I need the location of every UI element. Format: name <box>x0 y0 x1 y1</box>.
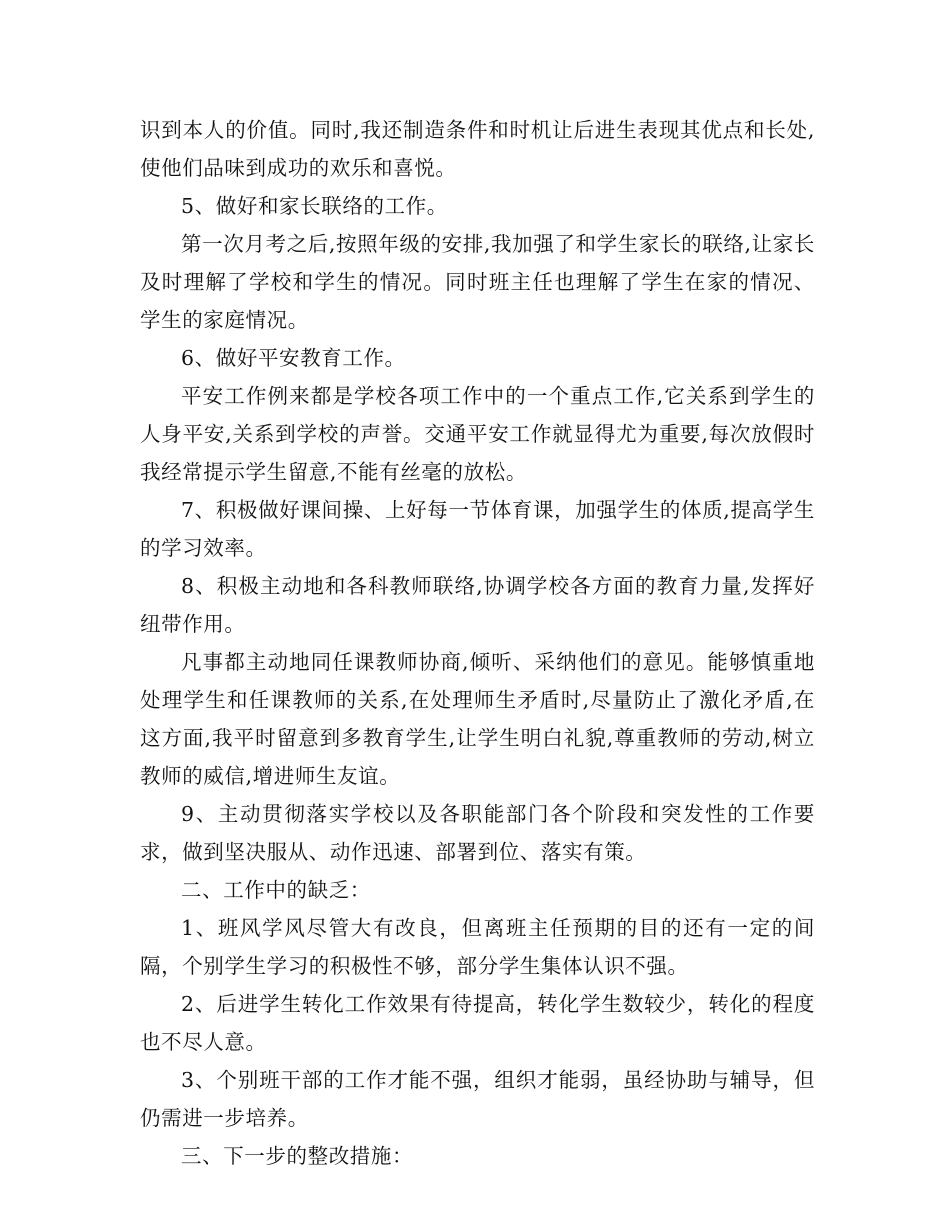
section-heading-shortcomings: 二、工作中的缺乏： <box>181 878 371 902</box>
paragraph-5: 平安工作例来都是学校各项工作中的一个重点工作,它关系到学生的人身平安,关系到学校的声誉。交通平安工作就显得尤为重要,每次放假时我经常提示学生留意,不能有丝毫的放松。 <box>140 384 815 484</box>
paragraph-2: 5、做好和家长联络的工作。 <box>181 194 448 218</box>
paragraph-6: 7、积极做好课间操、上好每一节体育课，加强学生的体质,提高学生的学习效率。 <box>140 498 815 560</box>
paragraph-3: 第一次月考之后,按照年级的安排,我加强了和学生家长的联络,让家长及时理解了学校和学生的情况。同时班主任也理解了学生在家的情况、学生的家庭情况。 <box>140 232 815 332</box>
paragraph-12: 2、后进学生转化工作效果有待提高，转化学生数较少，转化的程度也不尽人意。 <box>140 992 815 1054</box>
paragraph-8: 凡事都主动地同任课教师协商,倾听、采纳他们的意见。能够慎重地处理学生和任课教师的关系,在处理师生矛盾时,尽量防止了激化矛盾,在这方面,我平时留意到多教育学生,让学生明白礼貌,尊重教师的劳动,树立教师的威信,增进师生友谊。 <box>140 650 815 788</box>
paragraph-9: 9、主动贯彻落实学校以及各职能部门各个阶段和突发性的工作要求，做到坚决服从、动作迅速、部署到位、落实有策。 <box>140 802 815 864</box>
paragraph-7: 8、积极主动地和各科教师联络,协调学校各方面的教育力量,发挥好纽带作用。 <box>140 574 815 636</box>
paragraph-4: 6、做好平安教育工作。 <box>181 346 406 370</box>
section-heading-measures: 三、下一步的整改措施： <box>181 1144 414 1168</box>
paragraph-11: 1、班风学风尽管大有改良，但离班主任预期的目的还有一定的间隔，个别学生学习的积极性不够，部分学生集体认识不强。 <box>140 916 815 978</box>
document-body <box>140 111 815 1175</box>
paragraph-13: 3、个别班干部的工作才能不强，组织才能弱，虽经协助与辅导，但仍需进一步培养。 <box>140 1068 815 1130</box>
paragraph-1: 识到本人的价值。同时,我还制造条件和时机让后进生表现其优点和长处,使他们品味到成功的欢乐和喜悦。 <box>140 118 815 180</box>
